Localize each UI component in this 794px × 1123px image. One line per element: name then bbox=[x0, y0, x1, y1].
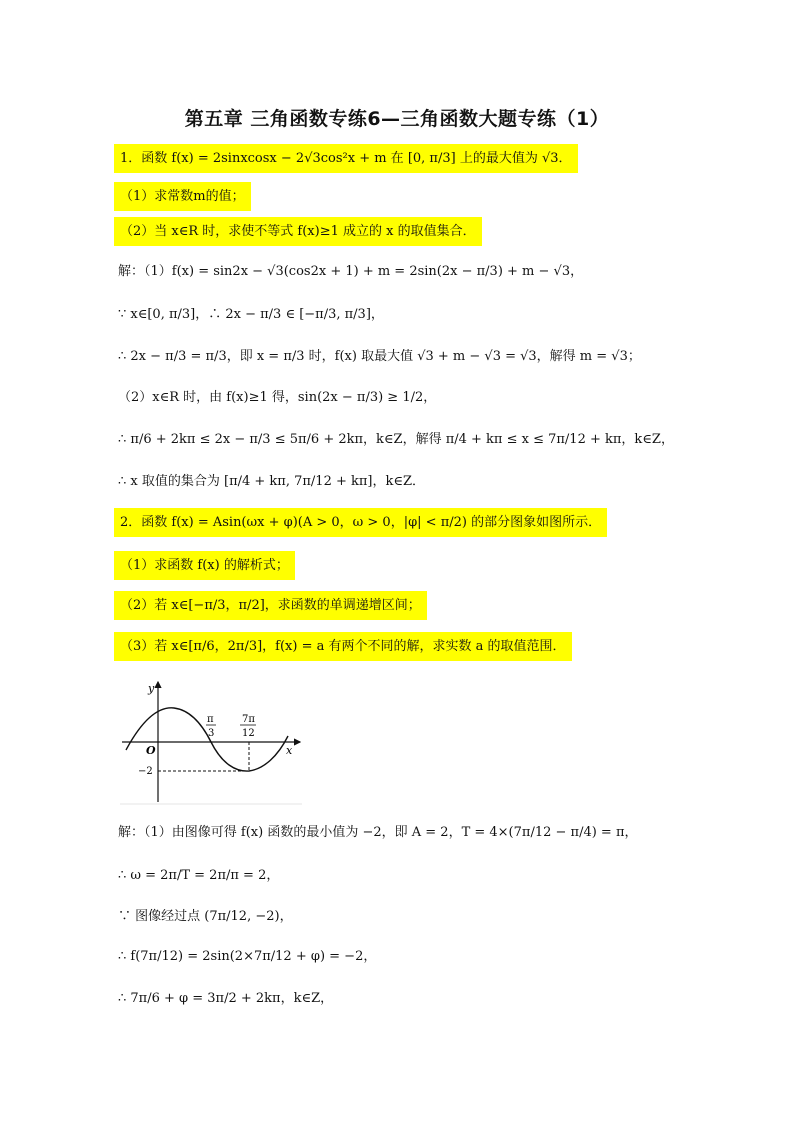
solution-1-line-6: ∴ x 取值的集合为 [π/4 + kπ, 7π/12 + kπ]，k∈Z． bbox=[118, 474, 426, 489]
solution-1-line-3: ∴ 2x − π/3 = π/3，即 x = π/3 时，f(x) 取最大值 √3 + m − √3 = √3，解得 m = √3； bbox=[118, 349, 641, 364]
solution-1-line-1: 解：（1）f(x) = sin2x − √3(cos2x + 1) + m = 2sin(2x − π/3) + m − √3， bbox=[118, 264, 584, 279]
solution-2-line-3: ∵ 图像经过点 (7π/12, −2)， bbox=[118, 909, 293, 924]
problem-1-question-2: （2）当 x∈R 时，求使不等式 f(x)≥1 成立的 x 的取值集合． bbox=[114, 217, 482, 246]
origin-label: O bbox=[146, 744, 156, 757]
problem-2-question-1: （1）求函数 f(x) 的解析式； bbox=[114, 551, 295, 580]
solution-2-line-5: ∴ 7π/6 + φ = 3π/2 + 2kπ，k∈Z， bbox=[118, 991, 334, 1006]
solution-2-line-1: 解：（1）由图像可得 f(x) 函数的最小值为 −2，即 A = 2，T = 4×(7π/12 − π/4) = π， bbox=[118, 825, 638, 840]
page-title: 第五章 三角函数专练6—三角函数大题专练（1） bbox=[184, 108, 610, 130]
solution-1-line-2: ∵ x∈[0, π/3]，∴ 2x − π/3 ∈ [−π/3, π/3]， bbox=[118, 307, 384, 322]
y-axis-label: y bbox=[148, 682, 155, 695]
x-axis-label: x bbox=[286, 744, 293, 757]
min-value-label: −2 bbox=[138, 766, 153, 777]
tick-7pi-12-denominator: 12 bbox=[242, 728, 255, 739]
problem-2-stem: 2．函数 f(x) = Asin(ωx + φ)(A > 0，ω > 0，|φ| < π/2) 的部分图象如图所示． bbox=[114, 508, 607, 537]
tick-pi-3-numerator: π bbox=[207, 714, 214, 725]
solution-1-line-4: （2）x∈R 时，由 f(x)≥1 得，sin(2x − π/3) ≥ 1/2， bbox=[118, 390, 437, 405]
tick-pi-3-denominator: 3 bbox=[208, 728, 215, 739]
tick-7pi-12-numerator: 7π bbox=[242, 714, 255, 725]
solution-2-line-2: ∴ ω = 2π/T = 2π/π = 2， bbox=[118, 868, 280, 883]
problem-1-stem: 1．函数 f(x) = 2sinxcosx − 2√3cos²x + m 在 [0, π/3] 上的最大值为 √3． bbox=[114, 144, 578, 173]
problem-2-question-3: （3）若 x∈[π/6，2π/3]，f(x) = a 有两个不同的解，求实数 a 的取值范围． bbox=[114, 632, 572, 661]
solution-2-line-4: ∴ f(7π/12) = 2sin(2×7π/12 + φ) = −2， bbox=[118, 949, 377, 964]
problem-2-question-2: （2）若 x∈[−π/3，π/2]，求函数的单调递增区间； bbox=[114, 591, 427, 620]
sine-graph bbox=[118, 676, 304, 806]
solution-1-line-5: ∴ π/6 + 2kπ ≤ 2x − π/3 ≤ 5π/6 + 2kπ，k∈Z，解得 π/4 + kπ ≤ x ≤ 7π/12 + kπ，k∈Z， bbox=[118, 432, 674, 447]
problem-1-question-1: （1）求常数m的值； bbox=[114, 182, 251, 211]
